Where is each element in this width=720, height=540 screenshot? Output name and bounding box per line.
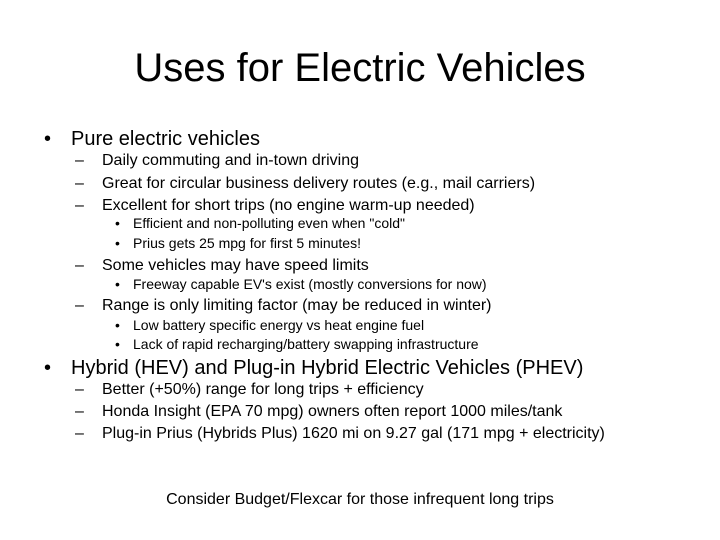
footer-note: Consider Budget/Flexcar for those infrequent long trips <box>166 491 554 508</box>
sub-list-item-text: Freeway capable EV's exist (mostly conversions for now) <box>133 276 487 292</box>
dash-icon: – <box>75 297 84 314</box>
list-item-text: Better (+50%) range for long trips + efficiency <box>102 381 424 398</box>
list-item-text: Excellent for short trips (no engine warm-up needed) <box>102 197 475 214</box>
list-item <box>75 380 424 400</box>
slide-title: Uses for Electric Vehicles <box>134 46 586 90</box>
list-item-text: Honda Insight (EPA 70 mpg) owners often report 1000 miles/tank <box>102 403 563 420</box>
list-item <box>75 402 562 422</box>
dash-icon: – <box>75 175 84 192</box>
bullet-pure-electric <box>44 127 260 151</box>
sub-list-item <box>115 317 424 334</box>
sub-list-item <box>115 235 361 252</box>
bullet-icon: • <box>115 317 120 333</box>
list-item-text: Great for circular business delivery routes (e.g., mail carriers) <box>102 175 536 192</box>
bullet-icon: • <box>115 215 120 231</box>
sub-list-item-text: Lack of rapid recharging/battery swapping infrastructure <box>133 336 479 352</box>
section-heading: Hybrid (HEV) and Plug-in Hybrid Electric Vehicles (PHEV) <box>71 357 584 379</box>
list-item-text: Range is only limiting factor (may be reduced in winter) <box>102 297 492 314</box>
bullet-hybrid <box>44 356 583 380</box>
list-item-text: Some vehicles may have speed limits <box>102 257 369 274</box>
sub-list-item-text: Prius gets 25 mpg for first 5 minutes! <box>133 235 361 251</box>
dash-icon: – <box>75 381 84 398</box>
list-item <box>75 151 359 171</box>
list-item-text: Plug-in Prius (Hybrids Plus) 1620 mi on 9.27 gal (171 mpg + electricity) <box>102 425 605 442</box>
bullet-icon: • <box>115 235 120 251</box>
sub-list-item <box>115 215 405 232</box>
list-item <box>75 256 369 276</box>
bullet-icon: • <box>44 128 52 150</box>
list-item <box>75 424 605 444</box>
dash-icon: – <box>75 197 84 214</box>
list-item <box>75 196 475 216</box>
sub-list-item <box>115 276 487 293</box>
sub-list-item-text: Low battery specific energy vs heat engine fuel <box>133 317 425 333</box>
bullet-icon: • <box>44 357 52 379</box>
bullet-icon: • <box>115 336 120 352</box>
bullet-icon: • <box>115 276 120 292</box>
dash-icon: – <box>75 257 84 274</box>
list-item <box>75 296 492 316</box>
sub-list-item <box>115 336 479 353</box>
dash-icon: – <box>75 152 84 169</box>
sub-list-item-text: Efficient and non-polluting even when "cold" <box>133 215 405 231</box>
dash-icon: – <box>75 403 84 420</box>
dash-icon: – <box>75 425 84 442</box>
section-heading: Pure electric vehicles <box>71 128 260 150</box>
list-item <box>75 174 535 194</box>
list-item-text: Daily commuting and in-town driving <box>102 152 359 169</box>
